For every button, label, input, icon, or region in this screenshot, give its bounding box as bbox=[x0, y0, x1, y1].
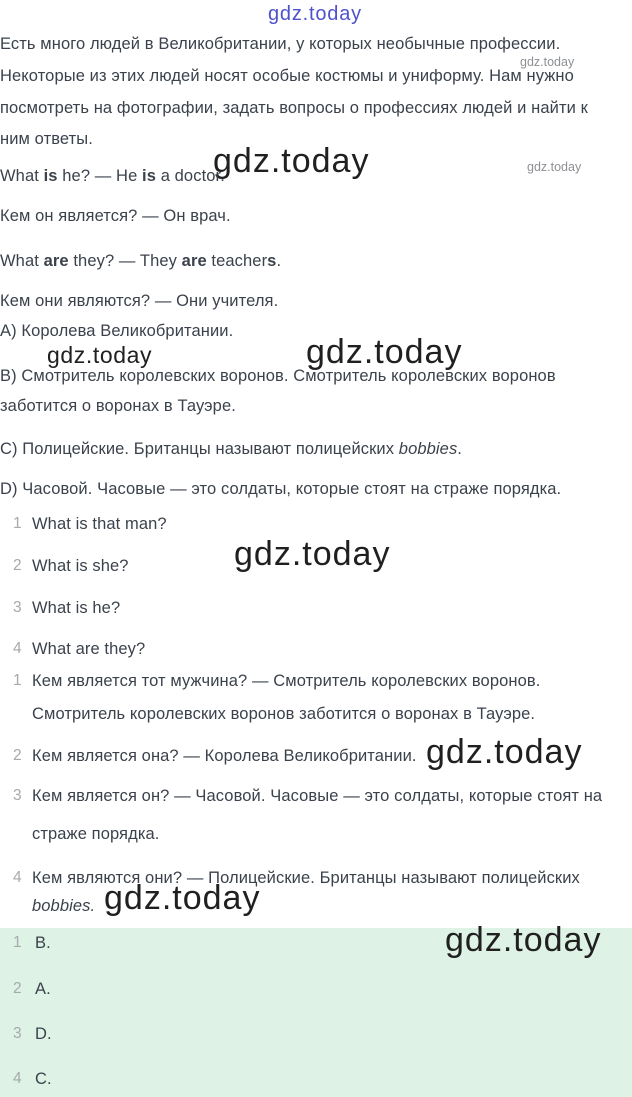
answer-key-number: 2 bbox=[13, 980, 22, 997]
question-3: What is he? bbox=[32, 599, 121, 617]
answer-number: 4 bbox=[13, 869, 22, 886]
question-number: 2 bbox=[13, 557, 22, 574]
answer-3-line-1: Кем является он? — Часовой. Часовые — это солдаты, которые стоят на bbox=[32, 787, 603, 805]
answer-4-line-1: Кем являются они? — Полицейские. Британцы называют полицейских bbox=[32, 869, 580, 887]
intro-line-2: Некоторые из этих людей носят особые костюмы и униформу. Нам нужно bbox=[0, 67, 574, 85]
example-ru-1: Кем он является? — Он врач. bbox=[0, 207, 231, 225]
example-ru-2: Кем они являются? — Они учителя. bbox=[0, 292, 279, 310]
example-en-1: What is he? — He is a doctor. bbox=[0, 167, 225, 185]
answer-key-letter-1: B. bbox=[35, 934, 51, 952]
option-d: D) Часовой. Часовые — это солдаты, которые стоят на страже порядка. bbox=[0, 480, 562, 498]
answer-key-number: 1 bbox=[13, 934, 22, 951]
answer-1-line-1: Кем является тот мужчина? — Смотритель королевских воронов. bbox=[32, 672, 541, 690]
example-en-2: What are they? — They are teachers. bbox=[0, 252, 282, 270]
gdz-watermark-large-2: gdz.today bbox=[306, 333, 463, 371]
intro-line-1: Есть много людей в Великобритании, у которых необычные профессии. bbox=[0, 35, 561, 53]
gdz-watermark-large-3: gdz.today bbox=[234, 535, 391, 573]
option-a: A) Королева Великобритании. bbox=[0, 322, 234, 340]
answer-1-line-2: Смотритель королевских воронов заботится о воронах в Тауэре. bbox=[32, 705, 536, 723]
option-b-line-1: B) Смотритель королевских воронов. Смотритель королевских воронов bbox=[0, 367, 556, 385]
answer-key-number: 4 bbox=[13, 1070, 22, 1087]
option-b-line-2: заботится о воронах в Тауэре. bbox=[0, 397, 236, 415]
question-number: 4 bbox=[13, 640, 22, 657]
answer-key-letter-3: D. bbox=[35, 1025, 52, 1043]
answer-key-letter-4: C. bbox=[35, 1070, 52, 1088]
answer-key-letter-2: A. bbox=[35, 980, 51, 998]
question-2: What is she? bbox=[32, 557, 129, 575]
question-number: 3 bbox=[13, 599, 22, 616]
gdz-watermark-gray-1: gdz.today bbox=[520, 55, 575, 69]
gdz-watermark-gray-2: gdz.today bbox=[527, 160, 582, 174]
intro-line-4: ним ответы. bbox=[0, 130, 93, 148]
gdz-watermark-large-6: gdz.today bbox=[445, 921, 602, 959]
option-c: C) Полицейские. Британцы называют полицейских bobbies. bbox=[0, 440, 462, 458]
gdz-watermark-large-5: gdz.today bbox=[104, 879, 261, 917]
gdz-watermark-large-4: gdz.today bbox=[426, 733, 583, 771]
gdz-watermark-large-1: gdz.today bbox=[213, 142, 370, 180]
answer-4-line-2: bobbies. bbox=[32, 897, 96, 915]
question-1: What is that man? bbox=[32, 515, 167, 533]
answer-key-number: 3 bbox=[13, 1025, 22, 1042]
answer-2-line-1: Кем является она? — Королева Великобритании. bbox=[32, 747, 417, 765]
intro-line-3: посмотреть на фотографии, задать вопросы о профессиях людей и найти к bbox=[0, 99, 588, 117]
question-number: 1 bbox=[13, 515, 22, 532]
answer-number: 3 bbox=[13, 787, 22, 804]
gdz-watermark-top-blue: gdz.today bbox=[268, 3, 362, 25]
answer-number: 2 bbox=[13, 747, 22, 764]
gdz-watermark-medium-1: gdz.today bbox=[47, 342, 153, 368]
answer-3-line-2: страже порядка. bbox=[32, 825, 160, 843]
answer-number: 1 bbox=[13, 672, 22, 689]
question-4: What are they? bbox=[32, 640, 146, 658]
